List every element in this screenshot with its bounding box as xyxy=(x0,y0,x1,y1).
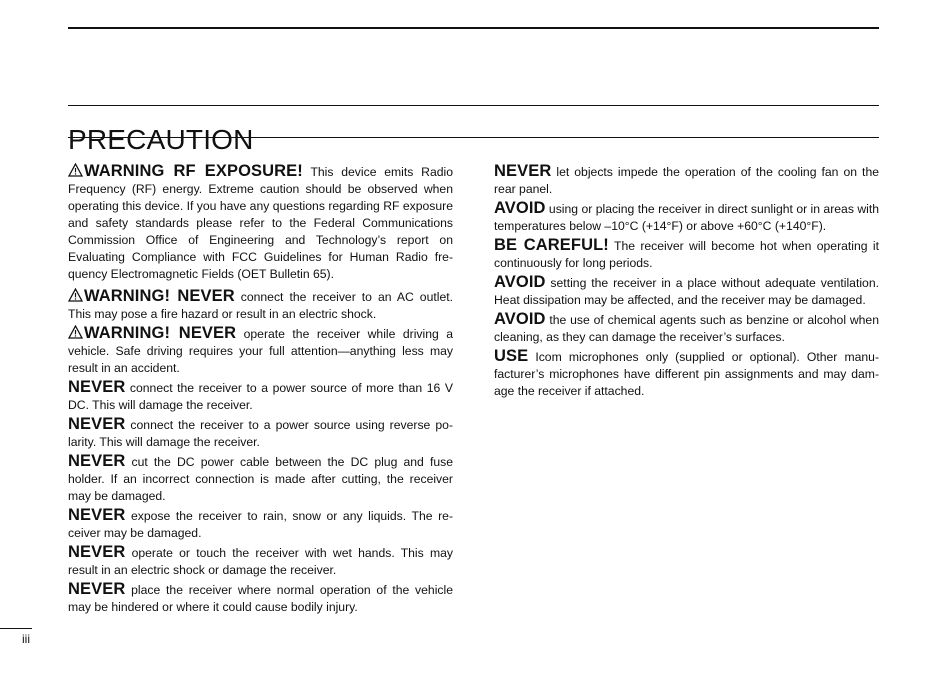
precaution-text: using or placing the receiver in direct sunlight or in areas with temperatures below –10°C (+14°F) or above +60°C (+140°F). xyxy=(494,202,879,233)
precaution-text: connect the receiver to an AC outlet. This may pose a fire hazard or result in an electric shock. xyxy=(68,290,454,321)
precaution-item xyxy=(494,348,879,400)
precaution-item xyxy=(68,544,453,579)
precaution-item xyxy=(68,288,453,323)
page-number: iii xyxy=(22,632,30,646)
precaution-item xyxy=(68,416,453,451)
precaution-text: setting the receiver in a place without adequate ventilation. Heat dissipation may be affected, and the receiver may be damaged. xyxy=(494,276,879,307)
precaution-item xyxy=(68,507,453,542)
page-number-rule xyxy=(0,628,32,629)
precaution-item xyxy=(494,311,879,346)
page-title: PRECAUTION xyxy=(68,123,254,155)
precaution-lead: NEVER xyxy=(494,162,552,180)
precaution-lead: WARNING! NEVER xyxy=(84,287,235,305)
precaution-text: connect the receiver to a power source using reverse polarity. This will damage the receiver. xyxy=(68,418,453,449)
precaution-lead: NEVER xyxy=(68,452,126,470)
precaution-lead: WARNING! NEVER xyxy=(84,324,237,342)
precaution-item xyxy=(494,274,879,309)
precaution-lead: BE CAREFUL! xyxy=(494,236,609,254)
precaution-item xyxy=(68,163,453,283)
precaution-item xyxy=(68,379,453,414)
warning-triangle-icon xyxy=(68,163,83,177)
precaution-lead: AVOID xyxy=(494,199,546,217)
precaution-lead: USE xyxy=(494,347,529,365)
title-rule-bottom xyxy=(68,137,879,138)
precaution-text: the use of chemical agents such as benzine or alcohol when cleaning, as they can damage the receiver’s surfaces. xyxy=(494,313,879,344)
precaution-text: expose the receiver to rain, snow or any liquids. The receiver may be damaged. xyxy=(68,509,453,540)
left-column xyxy=(68,163,453,618)
precaution-item xyxy=(494,200,879,235)
precaution-lead: NEVER xyxy=(68,506,126,524)
precaution-lead: WARNING RF EXPOSURE! xyxy=(84,162,303,180)
precaution-text: connect the receiver to a power source of more than 16 V DC. This will damage the receiver. xyxy=(68,381,453,412)
precaution-item xyxy=(68,325,453,377)
precaution-lead: NEVER xyxy=(68,415,126,433)
right-column xyxy=(494,163,879,402)
warning-triangle-icon xyxy=(68,325,83,339)
precaution-text: cut the DC power cable between the DC plug and fuse holder. If an incorrect connection is made after cutting, the receiver may be damaged. xyxy=(68,455,453,503)
precaution-text: place the receiver where normal operation of the vehicle may be hindered or where it could cause bodily injury. xyxy=(68,583,453,614)
precaution-text: The receiver will become hot when operating it continuously for long periods. xyxy=(494,239,879,270)
precaution-item xyxy=(68,453,453,505)
precaution-text: operate or touch the receiver with wet hands. This may result in an electric shock or damage the receiver. xyxy=(68,546,453,577)
precaution-lead: AVOID xyxy=(494,310,546,328)
precaution-text: operate the receiver while driving a vehicle. Safe driving requires your full attention—anything less may result in an accident. xyxy=(68,327,453,375)
precaution-text: Icom microphones only (supplied or optional). Other manufacturer’s microphones have different pin assignments and may damage the receiver if attached. xyxy=(494,350,879,398)
precaution-item xyxy=(494,163,879,198)
warning-triangle-icon xyxy=(68,288,83,302)
title-rule-top xyxy=(68,105,879,106)
precaution-text: This device emits Radio Frequency (RF) energy. Extreme caution should be observed when operating this device. If you have any questions regarding RF exposure and safety standards please refer to the Federal Communications Commission Office of Engineering and Technology’s report on Evaluating Compliance with FCC Guidelines for Human Radio frequency Electromagnetic Fields (OET Bulletin 65). xyxy=(68,165,453,281)
top-rule xyxy=(68,27,879,29)
precaution-item xyxy=(494,237,879,272)
precaution-text: let objects impede the operation of the cooling fan on the rear panel. xyxy=(494,165,879,196)
precaution-lead: AVOID xyxy=(494,273,546,291)
precaution-lead: NEVER xyxy=(68,580,126,598)
precaution-lead: NEVER xyxy=(68,543,126,561)
precaution-item xyxy=(68,581,453,616)
precaution-lead: NEVER xyxy=(68,378,126,396)
